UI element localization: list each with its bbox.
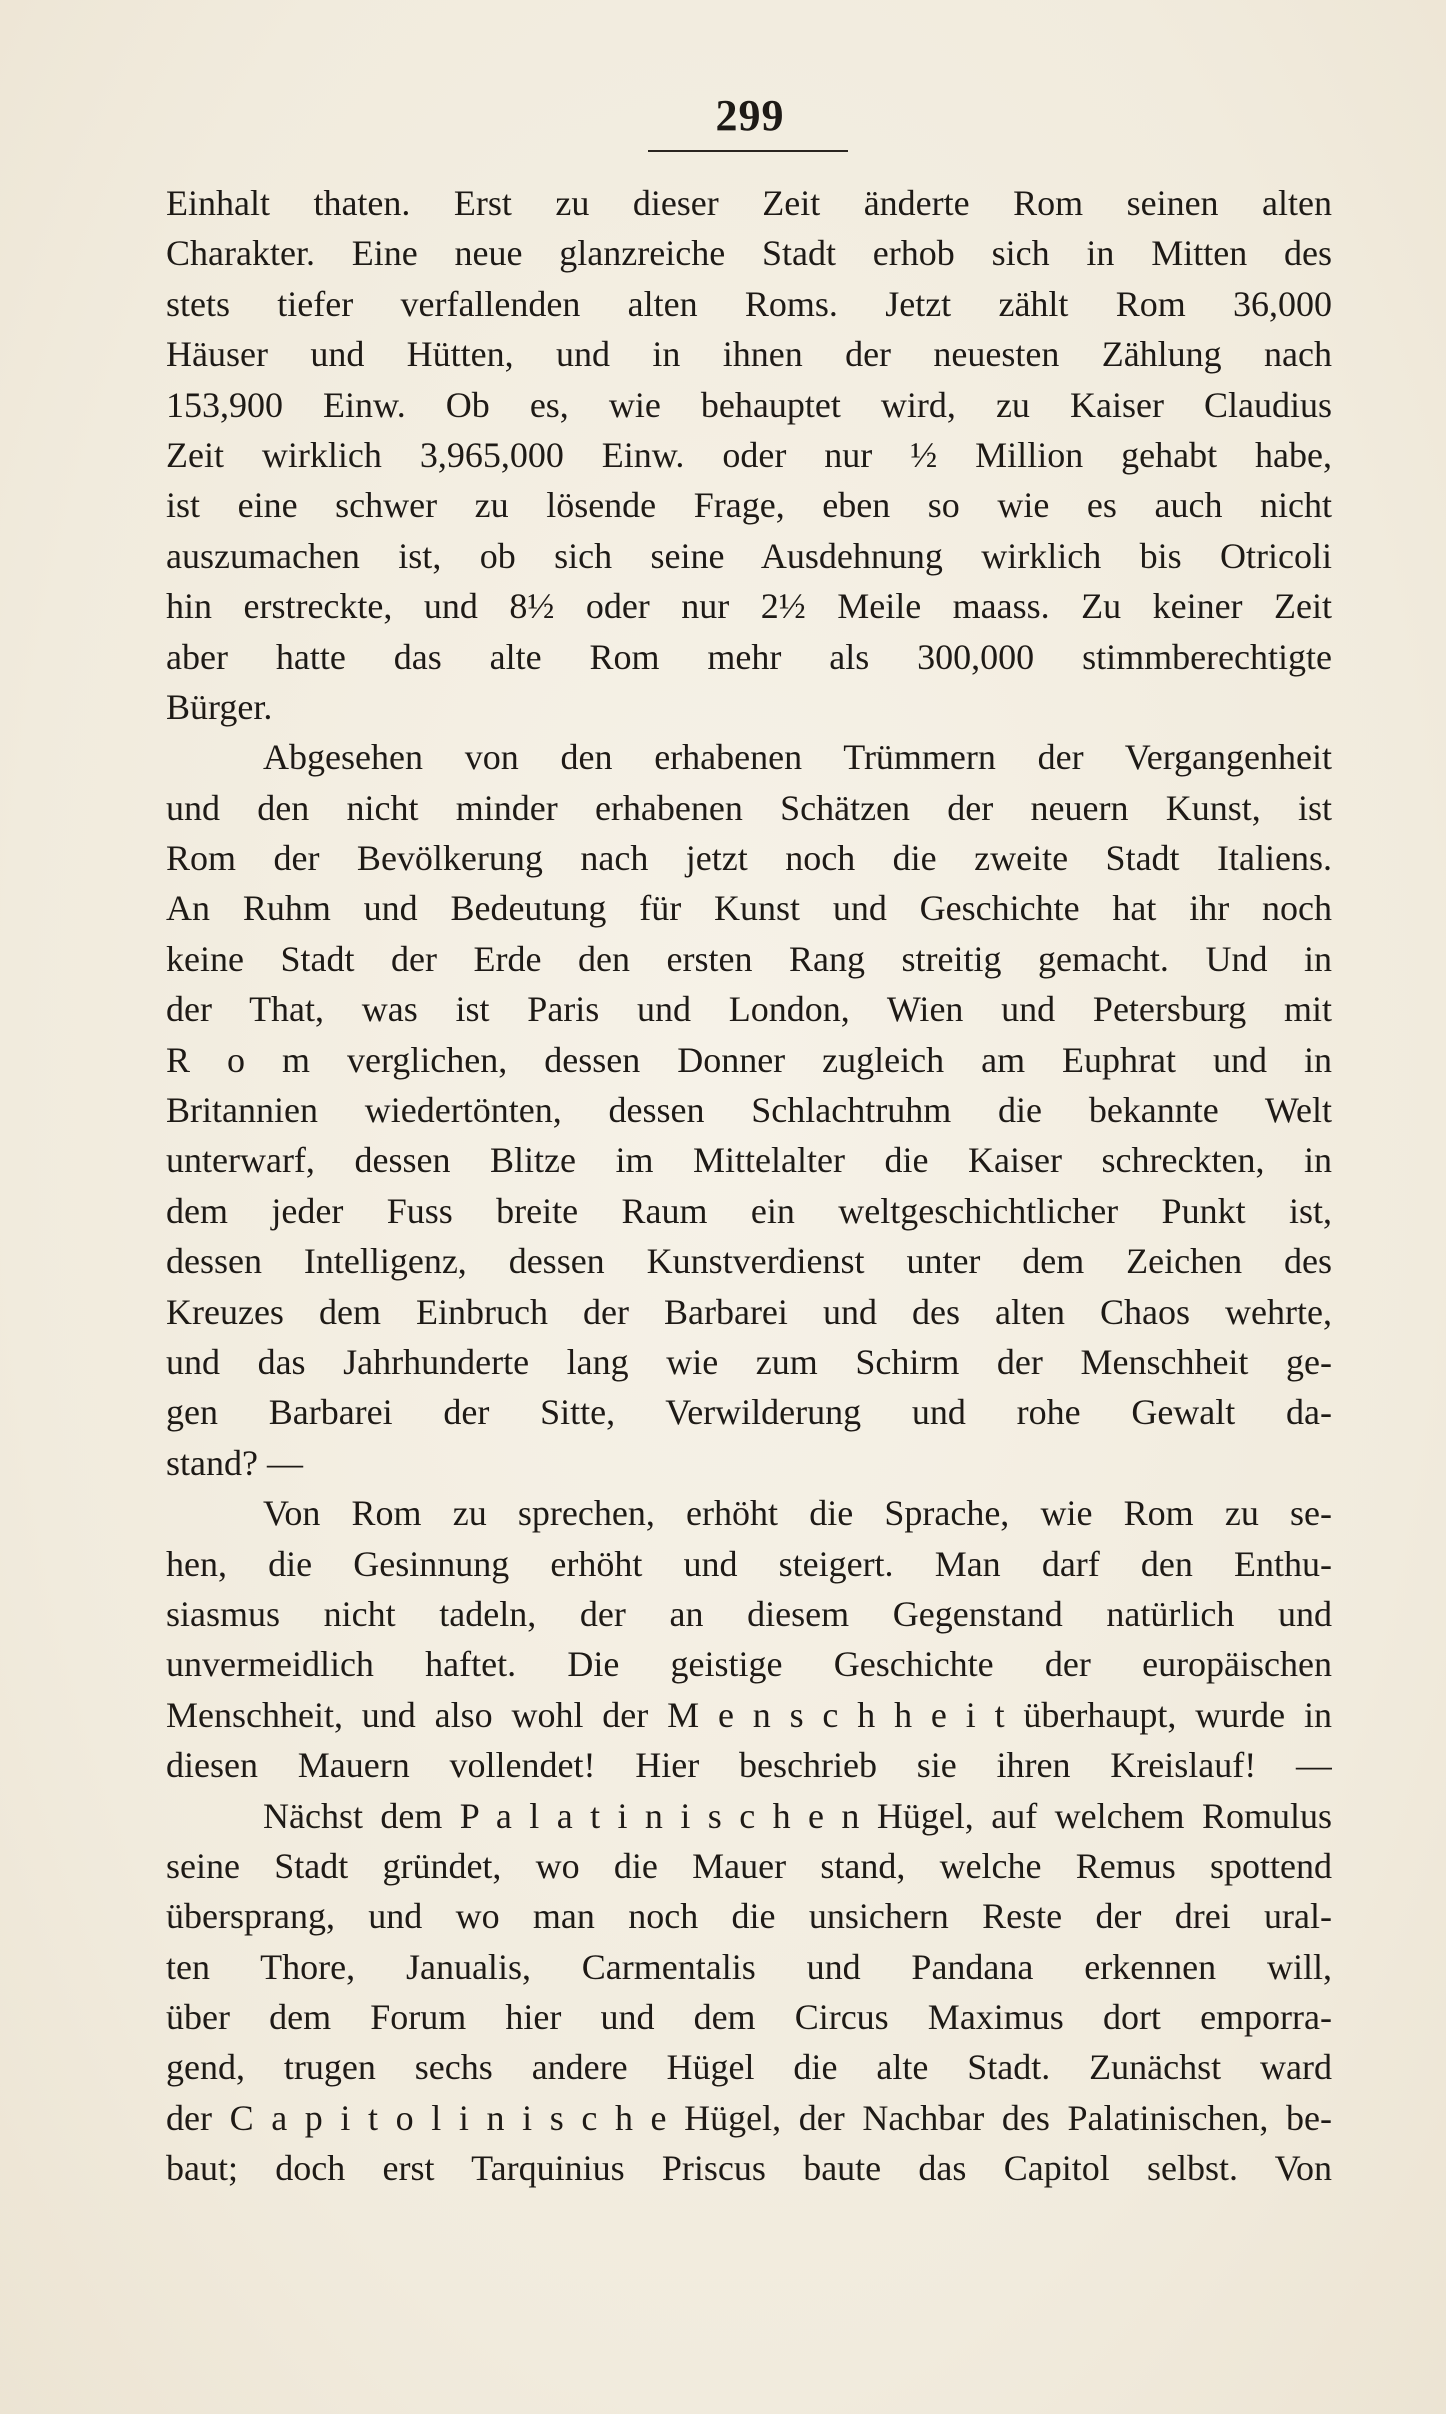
text-line: R o m verglichen, dessen Donner zugleich am Euphrat und in	[166, 1039, 1332, 1080]
text-line: gend, trugen sechs andere Hügel die alte Stadt. Zunächst ward	[166, 2047, 1332, 2088]
text-line: Menschheit, und also wohl der M e n s c h h e i t überhaupt, wurde in	[166, 1694, 1332, 1735]
text-line: der C a p i t o l i n i s c h e Hügel, der Nachbar des Palatinischen, be-	[166, 2097, 1332, 2138]
text-line: unvermeidlich haftet. Die geistige Geschichte der europäischen	[166, 1644, 1332, 1685]
text-line: gen Barbarei der Sitte, Verwilderung und rohe Gewalt da-	[166, 1392, 1332, 1433]
text-line: stand? —	[166, 1442, 303, 1483]
text-line: 153,900 Einw. Ob es, wie behauptet wird, zu Kaiser Claudius	[166, 384, 1332, 425]
text-line: Kreuzes dem Einbruch der Barbarei und des alten Chaos wehrte,	[166, 1291, 1332, 1332]
text-line: seine Stadt gründet, wo die Mauer stand, welche Remus spottend	[166, 1845, 1332, 1886]
text-line: dessen Intelligenz, dessen Kunstverdienst unter dem Zeichen des	[166, 1241, 1332, 1282]
text-line: Zeit wirklich 3,965,000 Einw. oder nur ½ Million gehabt habe,	[166, 434, 1332, 475]
text-line: der That, was ist Paris und London, Wien und Petersburg mit	[166, 989, 1332, 1030]
text-line: An Ruhm und Bedeutung für Kunst und Geschichte hat ihr noch	[166, 888, 1332, 929]
text-line: aber hatte das alte Rom mehr als 300,000 stimmberechtigte	[166, 636, 1332, 677]
text-line: hin erstreckte, und 8½ oder nur 2½ Meile maass. Zu keiner Zeit	[166, 586, 1332, 627]
text-line: dem jeder Fuss breite Raum ein weltgeschichtlicher Punkt ist,	[166, 1190, 1332, 1231]
body-text	[166, 178, 1332, 2194]
text-line: unterwarf, dessen Blitze im Mittelalter die Kaiser schreckten, in	[166, 1140, 1332, 1181]
text-line: Charakter. Eine neue glanzreiche Stadt erhob sich in Mitten des	[166, 233, 1332, 274]
text-line: Nächst dem P a l a t i n i s c h e n Hügel, auf welchem Romulus	[263, 1795, 1332, 1836]
text-line: Häuser und Hütten, und in ihnen der neuesten Zählung nach	[166, 334, 1332, 375]
text-line: und den nicht minder erhabenen Schätzen der neuern Kunst, ist	[166, 787, 1332, 828]
text-line: auszumachen ist, ob sich seine Ausdehnung wirklich bis Otricoli	[166, 535, 1332, 576]
text-line: diesen Mauern vollendet! Hier beschrieb sie ihren Kreislauf! —	[166, 1745, 1332, 1786]
text-line: hen, die Gesinnung erhöht und steigert. Man darf den Enthu-	[166, 1543, 1332, 1584]
text-line: ten Thore, Janualis, Carmentalis und Pandana erkennen will,	[166, 1946, 1332, 1987]
text-line: Einhalt thaten. Erst zu dieser Zeit änderte Rom seinen alten	[166, 183, 1332, 223]
text-line: ist eine schwer zu lösende Frage, eben so wie es auch nicht	[166, 485, 1332, 526]
text-line: siasmus nicht tadeln, der an diesem Gegenstand natürlich und	[166, 1593, 1332, 1634]
text-line: Bürger.	[166, 686, 273, 727]
text-line: stets tiefer verfallenden alten Roms. Jetzt zählt Rom 36,000	[166, 283, 1332, 324]
text-line: übersprang, und wo man noch die unsichern Reste der drei ural-	[166, 1896, 1332, 1937]
page-number: 299	[715, 91, 785, 140]
text-line: und das Jahrhunderte lang wie zum Schirm der Menschheit ge-	[166, 1341, 1332, 1382]
text-line: Britannien wiedertönten, dessen Schlachtruhm die bekannte Welt	[166, 1090, 1332, 1131]
text-line: über dem Forum hier und dem Circus Maximus dort emporra-	[166, 1997, 1332, 2038]
text-line: keine Stadt der Erde den ersten Rang streitig gemacht. Und in	[166, 938, 1332, 979]
text-line: baut; doch erst Tarquinius Priscus baute das Capitol selbst. Von	[166, 2148, 1332, 2189]
text-line: Abgesehen von den erhabenen Trümmern der Vergangenheit	[263, 737, 1332, 778]
header-rule	[648, 150, 848, 152]
text-line: Rom der Bevölkerung nach jetzt noch die zweite Stadt Italiens.	[166, 838, 1332, 879]
text-line: Von Rom zu sprechen, erhöht die Sprache, wie Rom zu se-	[263, 1493, 1332, 1534]
